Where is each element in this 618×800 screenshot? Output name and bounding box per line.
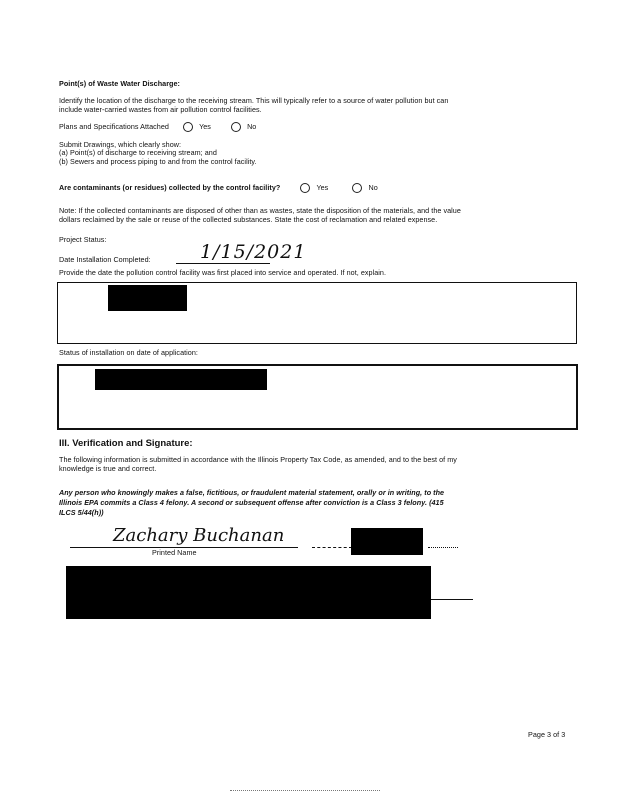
warning-2: Illinois EPA commits a Class 4 felony. A second or subsequent offense after conviction is a Class 3 felony. (415 (59, 498, 444, 507)
verification-heading: III. Verification and Signature: (59, 438, 193, 449)
redaction-block (95, 369, 267, 390)
plans-no-radio[interactable] (231, 122, 241, 132)
submit-b: (b) Sewers and process piping to and from the control facility. (59, 157, 257, 166)
warning-3: ILCS 5/44(h)) (59, 508, 104, 517)
install-status-label: Status of installation on date of application: (59, 348, 198, 357)
plans-label: Plans and Specifications Attached (59, 122, 169, 131)
contaminants-no-label: No (368, 183, 378, 192)
verification-text-2: knowledge is true and correct. (59, 464, 157, 473)
contaminants-question: Are contaminants (or residues) collected by the control facility? (59, 183, 281, 192)
footer-dots (230, 790, 380, 791)
submit-label: Submit Drawings, which clearly show: (59, 140, 182, 149)
date-installation-label: Date Installation Completed: (59, 255, 151, 264)
signature[interactable]: Zachary Buchanan (113, 525, 285, 546)
contaminants-yes-radio[interactable] (300, 183, 310, 193)
date-installation-value[interactable]: 1/15/2021 (200, 241, 307, 263)
plans-attached-row (59, 122, 256, 132)
redaction-block (351, 528, 423, 555)
redaction-block (108, 285, 187, 311)
page-number: Page 3 of 3 (528, 730, 566, 739)
contaminants-yes-label: Yes (316, 183, 329, 192)
date-line (428, 547, 458, 548)
plans-yes-label: Yes (199, 122, 211, 131)
verification-text-1: The following information is submitted in accordance with the Illinois Property Tax Code, as amended, and to the best of my (59, 455, 457, 464)
contaminants-note-1: Note: If the collected contaminants are disposed of other than as wastes, state the disposition of the materials, and the value (59, 206, 461, 215)
printed-name-label: Printed Name (152, 548, 197, 557)
contaminants-row (59, 183, 378, 193)
plans-yes-radio[interactable] (183, 122, 193, 132)
discharge-desc-2: include water-carried wastes from air pollution control facilities. (59, 105, 262, 114)
title-line (312, 547, 352, 548)
redaction-block (66, 566, 431, 619)
discharge-title: Point(s) of Waste Water Discharge: (59, 79, 180, 88)
plans-no-label: No (247, 122, 257, 131)
project-status-label: Project Status: (59, 235, 107, 244)
provide-date-text: Provide the date the pollution control facility was first placed into service and operated. If not, explain. (59, 268, 387, 277)
underline (431, 599, 473, 600)
discharge-desc-1: Identify the location of the discharge to the receiving stream. This will typically refer to a source of water pollution but can (59, 96, 449, 105)
date-underline (176, 263, 270, 264)
warning-1: Any person who knowingly makes a false, fictitious, or fraudulent material statement, orally or in writing, to the (59, 488, 445, 497)
contaminants-no-radio[interactable] (352, 183, 362, 193)
contaminants-note-2: dollars reclaimed by the sale or reuse of the collected substances. State the cost of reclamation and related expense. (59, 215, 438, 224)
submit-a: (a) Point(s) of discharge to receiving stream; and (59, 148, 217, 157)
